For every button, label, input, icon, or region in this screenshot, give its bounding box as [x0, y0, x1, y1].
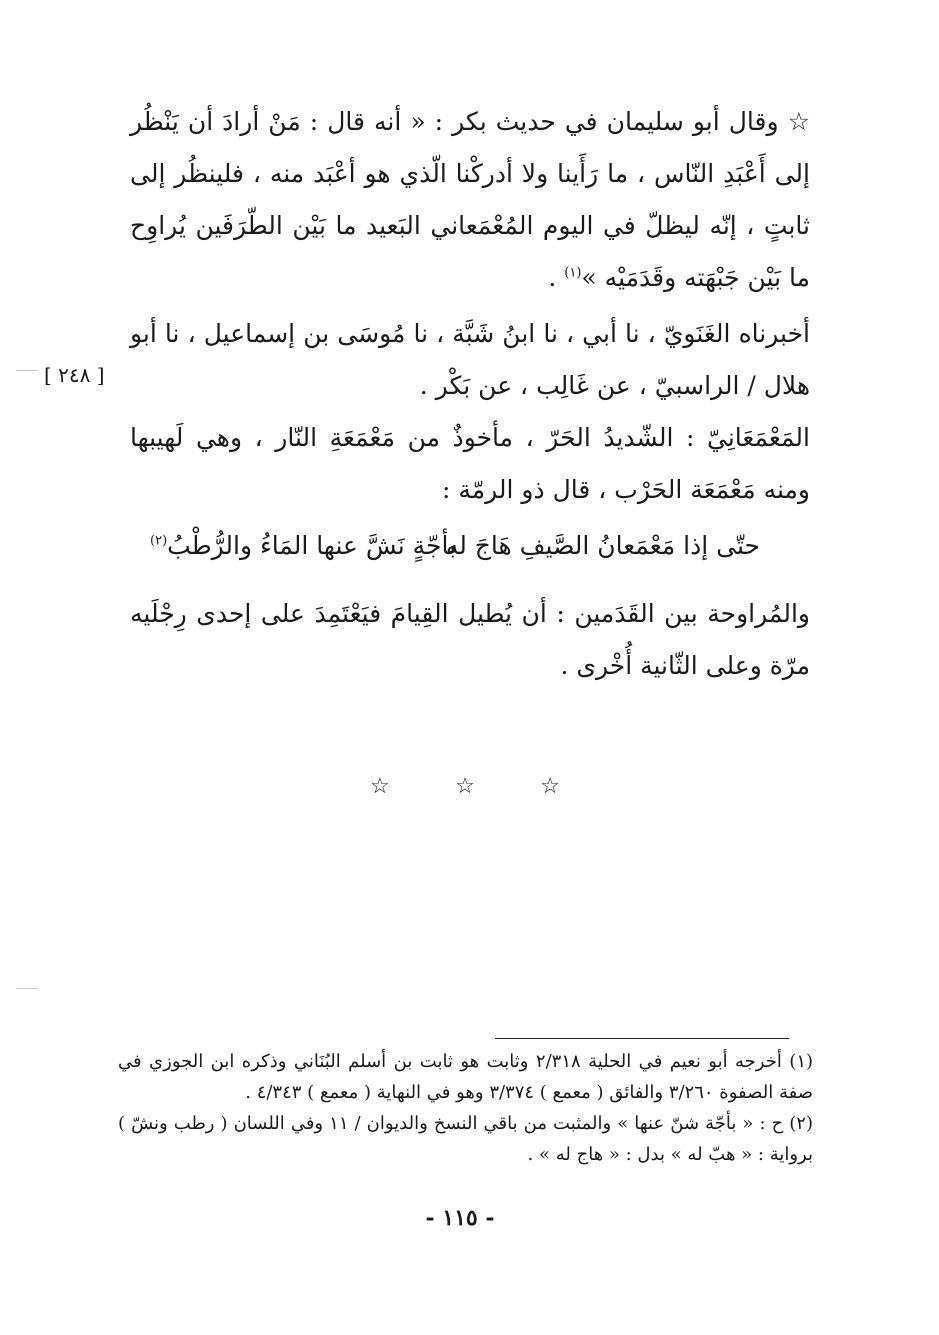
star-icon: ☆: [540, 774, 560, 799]
scan-edge-mark: [16, 370, 38, 371]
page-number: - ١١٥ -: [425, 1205, 495, 1231]
scan-edge-mark: [16, 988, 38, 989]
paragraph-hadith-end: .: [548, 263, 565, 292]
footnote-ref-1: (١): [564, 265, 582, 281]
footnote-separator: [495, 1038, 789, 1039]
paragraph-hadith: [130, 96, 810, 304]
manuscript-page-ref: [ ٢٤٨ ]: [44, 363, 105, 387]
verse-first-hemistich: حتّى إذا مَعْمَعانُ الصَّيفِ هَاجَ له: [445, 531, 760, 560]
footnote-2: (٢) ح : « بأجّة شنّ عنها » والمثبت من باقي النسخ والديوان / ١١ وفي اللسان ( رطب ونشّ ) برواية : « هبّ له » بدل : « هاج له » .: [118, 1113, 813, 1165]
paragraph-explanation: المَعْمَعَانِيّ : الشّديدُ الحَرّ ، مأخوذٌ من مَعْمَعَةِ النّار ، وهي لَهيبها ومنه مَعْمَعَة الحَرْب ، قال ذو الرمّة :: [130, 423, 810, 504]
paragraph-isnad: أخبرناه الغَنَويّ ، نا أبي ، نا ابنُ شَبَّة ، نا مُوسَى بن إسماعيل ، نا أبو هلال / الراسبيّ ، عن غَالِب ، عن بَكْر .: [130, 319, 810, 400]
star-icon: ☆: [455, 774, 475, 799]
paragraph-hadith-text: ☆ وقال أبو سليمان في حديث بكر : « أنه قال : مَنْ أرادَ أن يَنْظُر إلى أَعْبَدِ النّاس ، ما رَأَينا ولا أدركْنا الّذي هو أعْبَد منه ، فلينظُر إلى ثابتٍ ، إنّه ليظلّ في اليوم المُعْمَعاني البَعيد ما بَيْن الطّرَفَين يُراوِح ما بَيْن جَبْهَته وقَدَمَيْه »: [130, 107, 810, 292]
footnote-1: (١) أخرجه أبو نعيم في الحلية ٢/٣١٨ وثابت هو ثابت بن أسلم البُنَاني وذكره ابن الجوزي في صفة الصفوة ٣/٢٦٠ والفائق ( معمع ) ٣/٣٧٤ وهو في النهاية ( معمع ) ٤/٣٤٣ .: [118, 1051, 814, 1103]
footnotes: [118, 1046, 813, 1170]
verse-second-hemistich-wrap: [150, 520, 456, 572]
star-icon: ☆: [370, 774, 390, 799]
verse-second-hemistich: بأجّةٍ نَشَّ عنها المَاءُ والرُّطْبُ: [167, 531, 457, 560]
paragraph-murawaha: والمُراوحة بين القَدَمين : أن يُطيل القِيامَ فيَعْتَمِدَ على إحدى رِجْلَيه مرّة وعلى الثّانية أُخْرى .: [130, 599, 810, 680]
footnote-ref-2: (٢): [150, 533, 168, 549]
section-divider-stars: [370, 774, 560, 799]
